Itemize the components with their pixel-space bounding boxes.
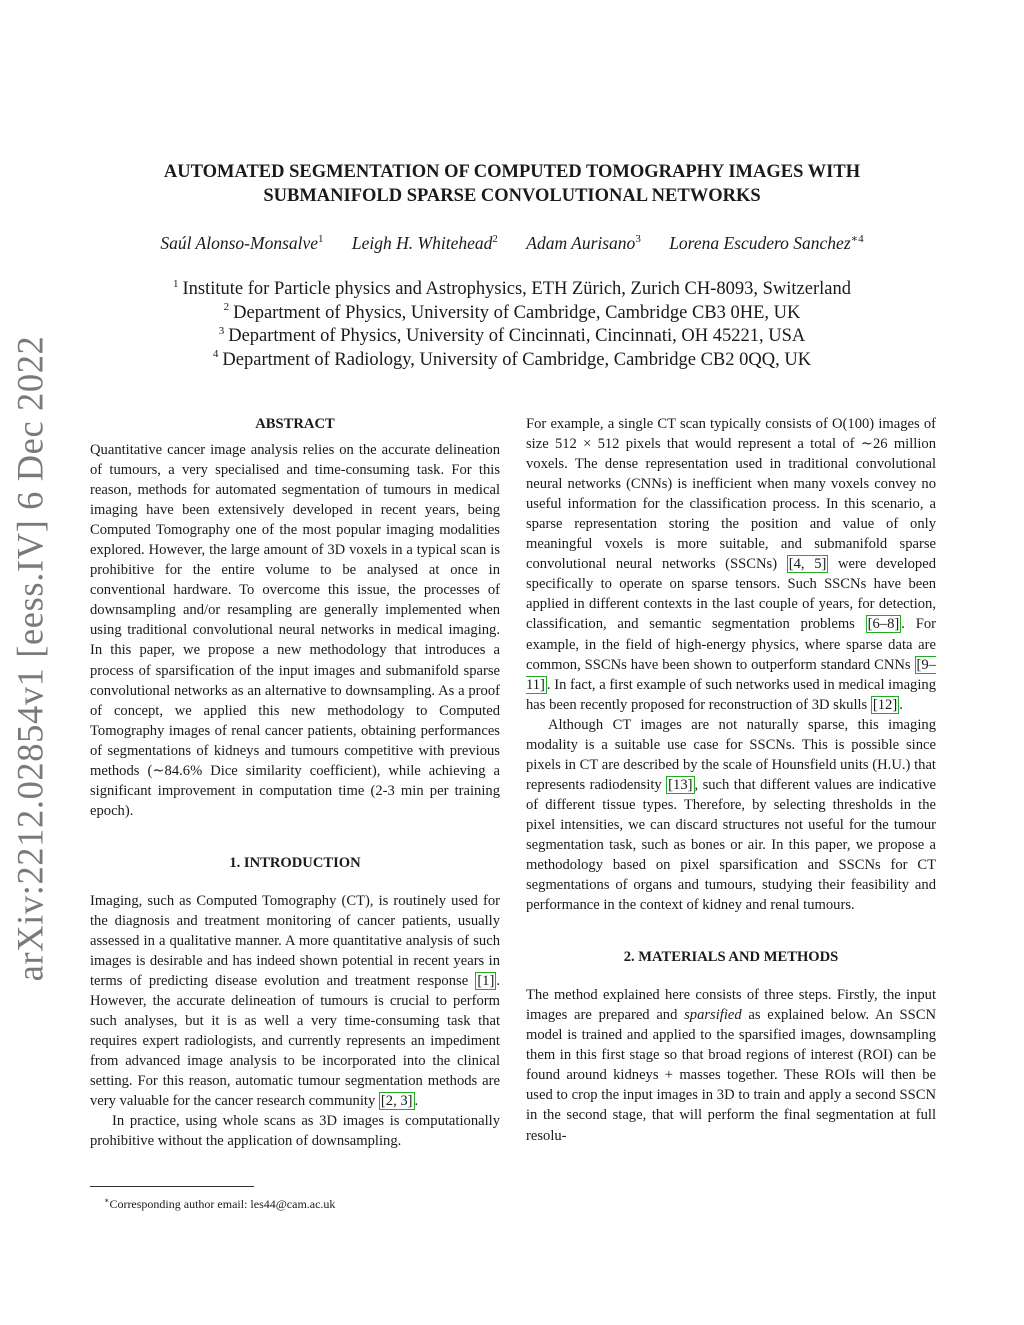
author: Lorena Escudero Sanchez$^{∗4}$ (669, 233, 864, 253)
arxiv-identifier: arXiv:2212.02854v1 [eess.IV] 6 Dec 2022 (9, 335, 51, 981)
footnote: ∗Corresponding author email: les44@cam.ac.uk (104, 1196, 336, 1211)
affiliation-list (100, 278, 924, 372)
author: Leigh H. Whitehead$^2$ (351, 233, 498, 253)
intro-paragraph: Imaging, such as Computed Tomography (CT), is routinely used for the diagnosis and treatment monitoring of cancer patients, usually assessed in a qualitative manner. A more quantitative analysis of such images is desirable and has indeed shown potential in recent years in terms of predicting disease evolution and treatment response [1] . However, the accurate delineation of tumours is crucial to perform such analyses, but it is as well a very time-consuming task that requires expert radiologists, and currently represents an impediment from advanced image analysis to be incorporated into the clinical setting. For this reason, automatic tumour segmentation methods are very valuable for the cancer research community [2, 3] . (90, 892, 500, 1110)
citation-link[interactable]: [9–11] (526, 656, 936, 693)
arxiv-stamp (8, 335, 52, 981)
left-column (90, 414, 500, 1152)
citation-link[interactable]: [13] (668, 776, 693, 793)
affiliation: $^2$ Department of Physics, University of Cambridge, Cambridge CB3 0HE, UK (223, 301, 801, 323)
affiliation: $^1$ Institute for Particle physics and Astrophysics, ETH Zürich, Zurich CH-8093, Switzerland (173, 277, 851, 299)
author: Adam Aurisano$^3$ (526, 233, 641, 253)
citation-link[interactable]: [4, 5] (788, 556, 827, 573)
paper-title (120, 160, 904, 208)
citation-link[interactable]: [2, 3] (380, 1093, 413, 1110)
right-column (526, 414, 936, 1146)
affiliation: $^3$ Department of Physics, University of Cincinnati, Cincinnati, OH 45221, USA (218, 324, 806, 346)
title-line-1: AUTOMATED SEGMENTATION OF COMPUTED TOMOGRAPHY IMAGES WITH (163, 162, 861, 182)
citation-link[interactable]: [12] (872, 696, 898, 713)
citation-link[interactable]: [6–8] (867, 616, 900, 633)
intro-paragraph: In practice, using whole scans as 3D images is computationally prohibitive without the application of downsampling. (90, 1113, 500, 1150)
footnote-divider (90, 1186, 254, 1187)
abstract-heading: ABSTRACT (255, 416, 335, 432)
title-line-2: SUBMANIFOLD SPARSE CONVOLUTIONAL NETWORKS (263, 186, 761, 206)
affiliation: $^4$ Department of Radiology, University of Cambridge, Cambridge CB2 0QQ, UK (212, 348, 812, 370)
citation-link[interactable]: [1] (477, 973, 495, 990)
methods-heading: 2. MATERIALS AND METHODS (623, 949, 839, 966)
intro-paragraph: For example, a single CT scan typically consists of O(100) images of size 512 × 512 pixels that would represent a total of ∼26 million voxels. The dense representation used in traditional convolutional neural networks (CNNs) is inefficient when many voxels convey no useful information for the classification process. In this scenario, a sparse representation storing the position and value of only meaningful voxels is more suitable, and submanifold sparse convolutional neural networks (SSCNs) [4, 5] were developed specifically to operate on sparse tensors. Such SSCNs have been applied in different contexts in the last couple of years, for detection, classification, and semantic segmentation problems [6–8] . For example, in the field of high-energy physics, where sparse data are common, SSCNs have been shown to outperform standard CNNs [9–11] . In fact, a first example of such networks used in medical imaging has been recently proposed for reconstruction of 3D skulls [12] . (526, 416, 936, 713)
methods-paragraph: The method explained here consists of three steps. Firstly, the input images are prepared and sparsified as explained below. An SSCN model is trained and applied to the sparsified images, downsampling them in this first stage so that broad regions of interest (ROI) can be found around kidneys + masses together. These ROIs will then be used to crop the input images in 3D to train and apply a second SSCN in the second stage, that will perform the final segmentation at full resolu- (526, 987, 937, 1144)
introduction-heading: 1. INTRODUCTION (229, 854, 361, 871)
intro-paragraph: Although CT images are not naturally sparse, this imaging modality is a suitable use case for SSCNs. This is possible since pixels in CT are described by the scale of Hounsfield units (H.U.) that represents radiodensity [13] , such that different values are indicative of different tissue types. Therefore, by selecting thresholds in the pixel intensities, we can discard structures not useful for the tumour segmentation task, such as bones or air. In this paper, we propose a methodology based on pixel sparsification and SSCNs for CT segmentations of organs and tumours, studying their feasibility and performance in the context of kidney and renal tumours. (526, 716, 936, 914)
author-list (100, 232, 924, 254)
abstract-text: Quantitative cancer image analysis relies on the accurate delineation of tumours, a very specialised and time-consuming task. For this reason, methods for automated segmentation of tumours in medical imaging have been extensively developed in recent years, being Computed Tomography one of the most popular imaging modalities explored. However, the large amount of 3D voxels in a typical scan is prohibitive for the entire volume to be analysed at once in conventional hardware. To overcome this issue, the processes of downsampling and/or resampling are generally implemented when using traditional convolutional neural networks in medical imaging. In this paper, we propose a new methodology that introduces a process of sparsification of the input images and submanifold sparse convolutional networks as an alternative to downsampling. As a proof of concept, we applied this new methodology to Computed Tomography images of renal cancer patients, obtaining performances of segmentations of kidneys and tumours competitive with previous methods (∼84.6% Dice similarity coefficient), while achieving a significant improvement in computation time (2-3 min per training epoch). (90, 442, 500, 819)
author: Saúl Alonso-Monsalve$^1$ (160, 233, 324, 253)
